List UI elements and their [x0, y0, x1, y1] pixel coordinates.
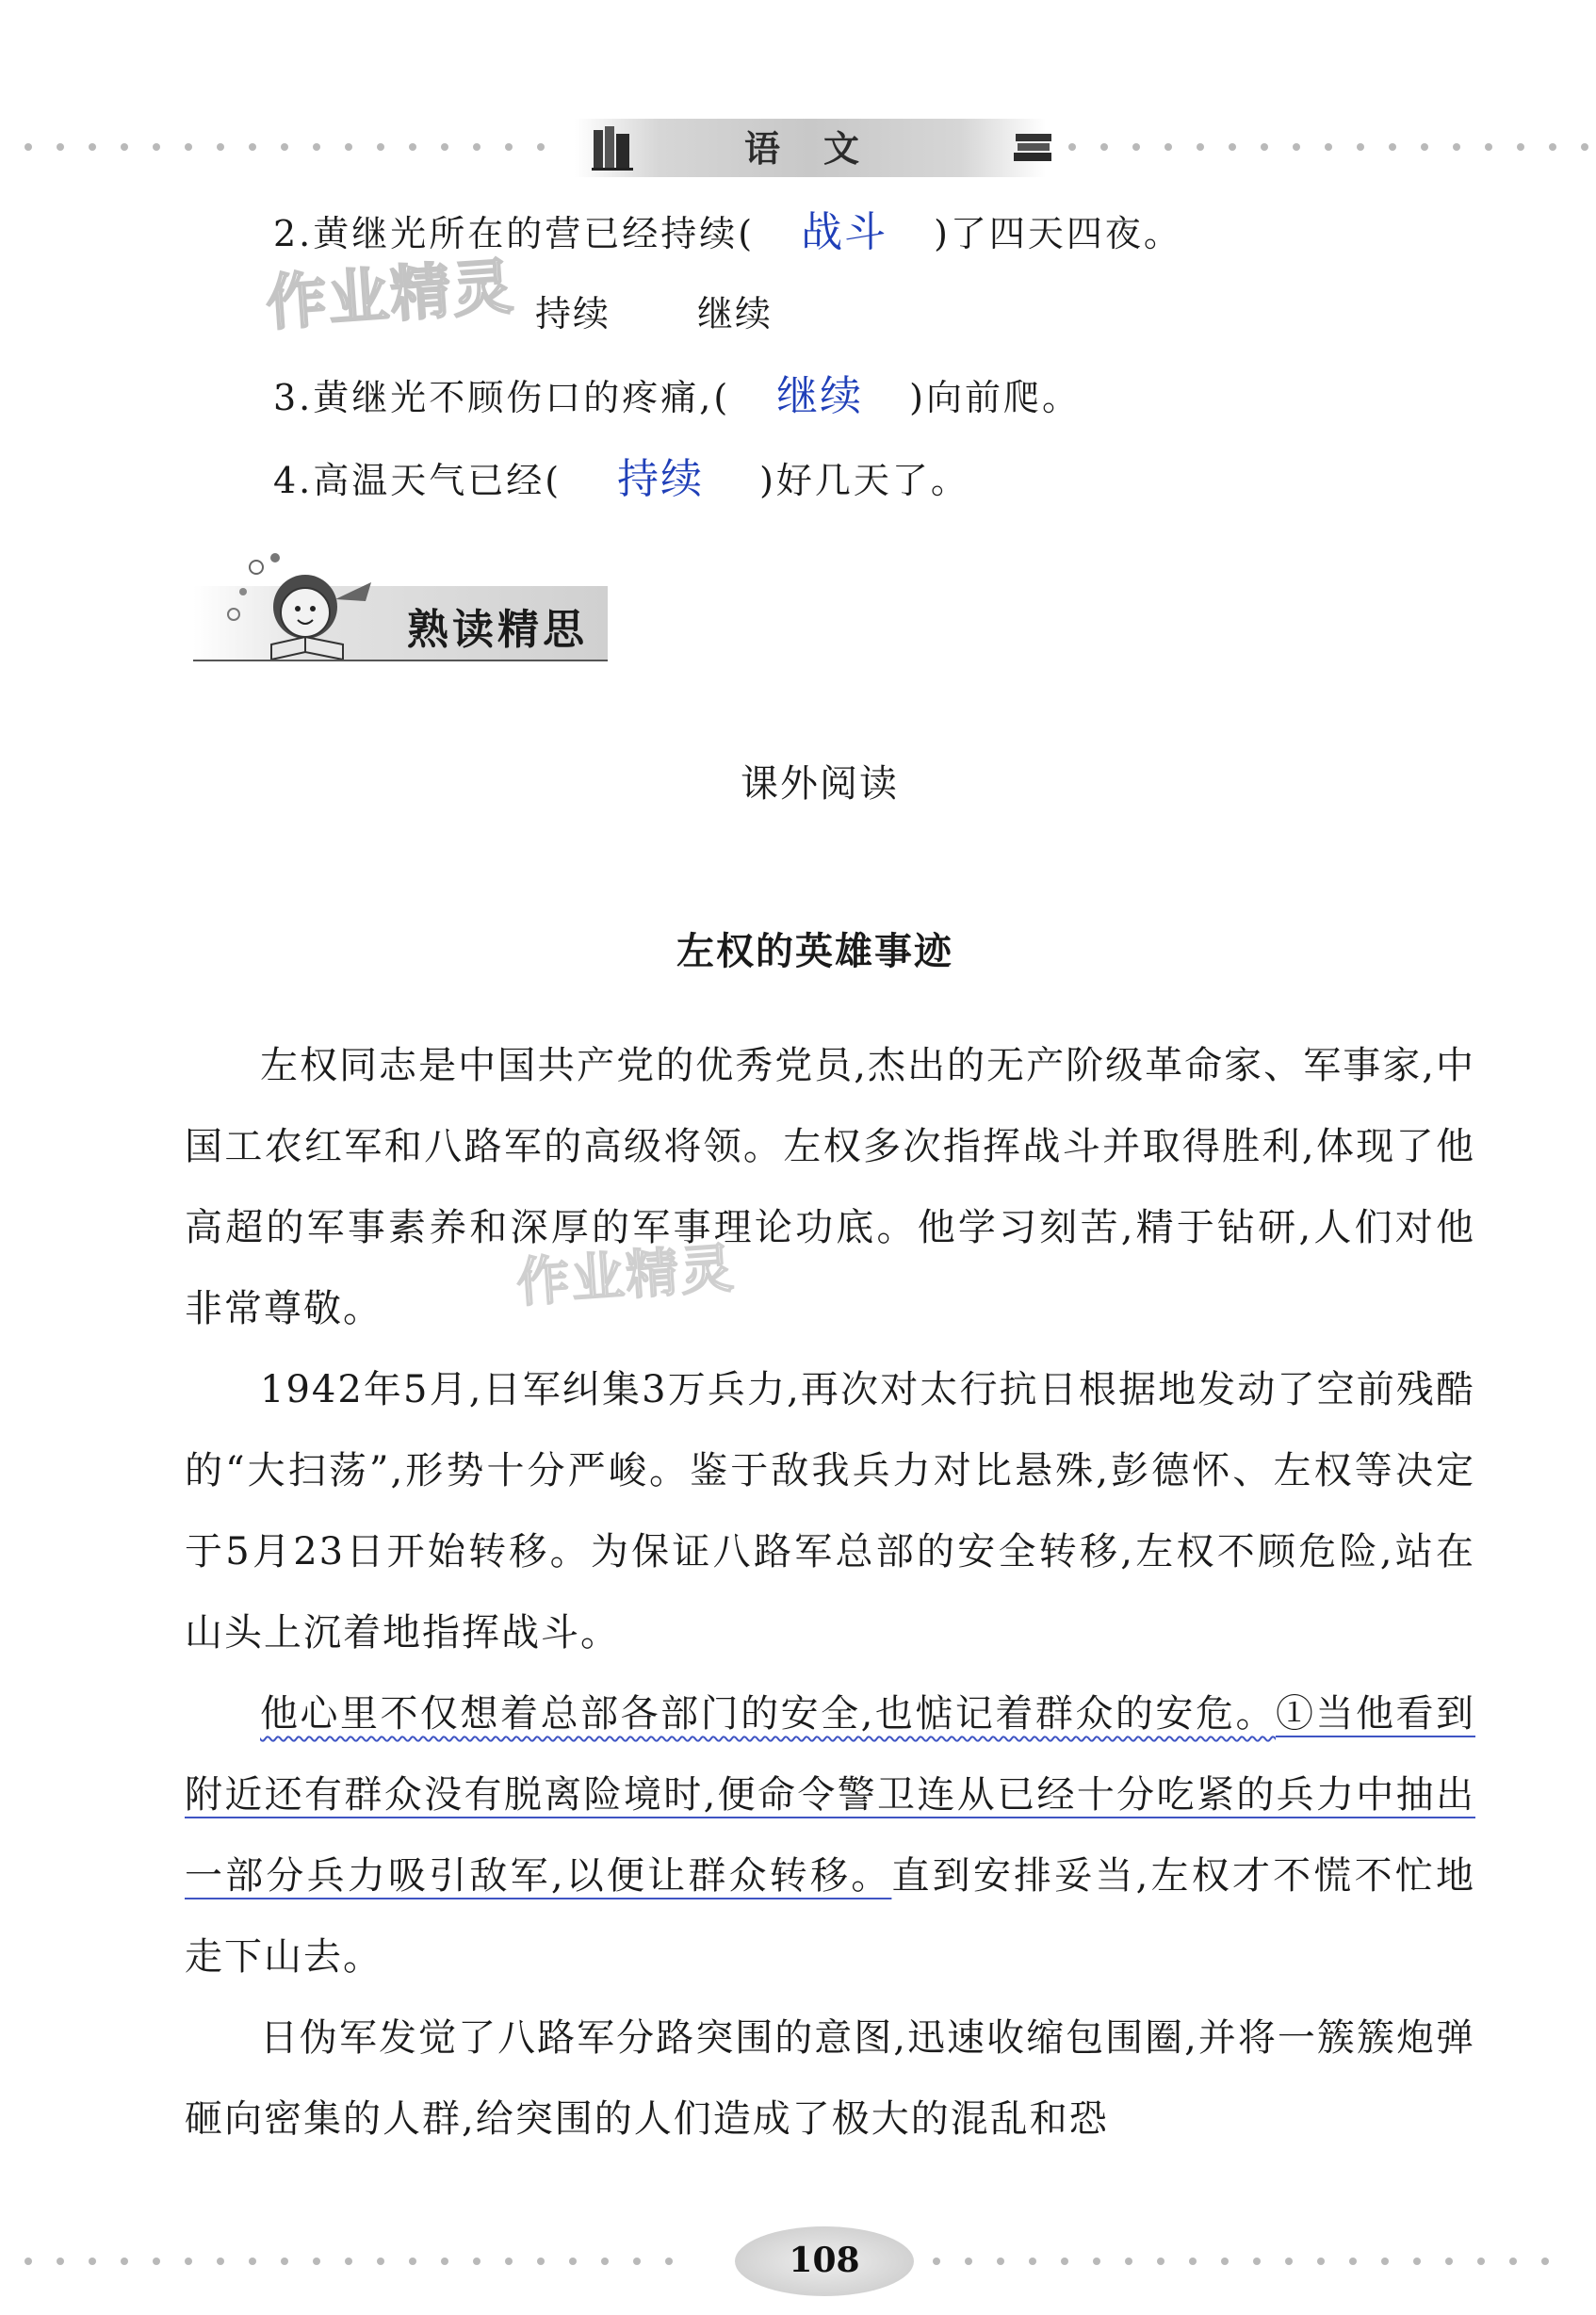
question-number: 2. — [273, 213, 314, 254]
choice-2: 继续 — [697, 293, 774, 334]
answer-q4: 持续 — [617, 455, 705, 503]
choice-1: 持续 — [535, 293, 611, 334]
section-underline — [193, 660, 608, 661]
wavy-underlined-sentence: 他心里不仅想着总部各部门的安全,也惦记着群众的安危。 — [260, 1692, 1276, 1736]
footer-dots-right — [933, 2258, 1549, 2267]
section-title: 熟读精思 — [407, 606, 588, 654]
article-body — [185, 1025, 1475, 2160]
question-2 — [273, 209, 1182, 257]
books-icon — [592, 124, 633, 171]
answer-q3: 继续 — [776, 372, 864, 420]
question-4 — [273, 456, 969, 504]
header-dots-left — [24, 143, 545, 153]
watermark-middle: 作业精灵 — [514, 1237, 738, 1315]
paragraph-3 — [185, 1673, 1475, 1997]
question-text-after: )了四天四夜。 — [934, 213, 1182, 254]
paragraph-3-rest: 直到安排妥当,左权才不慌不忙地走下山去。 — [185, 1854, 1475, 1979]
stacked-books-icon — [1014, 132, 1053, 164]
reading-heading: 课外阅读 — [741, 762, 899, 806]
footer-dots-left — [24, 2258, 673, 2267]
header-dots-right — [1068, 143, 1588, 153]
paragraph-2: 1942年5月,日军纠集3万兵力,再次对太行抗日根据地发动了空前残酷的“大扫荡”,形势十分严峻。鉴于敌我兵力对比悬殊,彭德怀、左权等决定于5月23日开始转移。为保证八路军总部的安全转移,左权不顾危险,站在山头上沉着地指挥战斗。 — [185, 1368, 1475, 1655]
question-text-after: )向前爬。 — [909, 377, 1081, 418]
question-text-before: 高温天气已经( — [313, 460, 562, 501]
sentence-marker: ① — [1275, 1692, 1316, 1736]
paragraph-4: 日伪军发觉了八路军分路突围的意图,迅速收缩包围圈,并将一簇簇炮弹砸向密集的人群,给突围的人们造成了极大的混乱和恐 — [185, 2016, 1475, 2141]
question-number: 4. — [273, 460, 314, 501]
paragraph-1: 左权同志是中国共产党的优秀党员,杰出的无产阶级革命家、军事家,中国工农红军和八路军的高级将领。左权多次指挥战斗并取得胜利,体现了他高超的军事素养和深厚的军事理论功底。他学习刻苦,精于钻研,人们对他非常尊敬。 — [185, 1044, 1475, 1330]
reading-girl-icon — [215, 546, 403, 669]
question-number: 3. — [273, 377, 314, 418]
question-3 — [273, 373, 1081, 421]
header-subject: 语文 — [744, 128, 904, 170]
question-text-before: 黄继光所在的营已经持续( — [313, 213, 756, 254]
watermark-top: 作业精灵 — [264, 252, 517, 340]
question-text-after: )好几天了。 — [759, 460, 969, 501]
underlined-sentence-1: 当他看到附近还有群众没有脱离险境时,便命令警卫连从已经十分吃紧的兵力中抽出一部分兵力吸引敌军,以便让群众转移。 — [185, 1692, 1476, 1898]
question-text-before: 黄继光不顾伤口的疼痛,( — [313, 377, 731, 418]
page-number: 108 — [789, 2241, 860, 2280]
article-title: 左权的英雄事迹 — [676, 930, 953, 973]
answer-q2: 战斗 — [801, 208, 888, 256]
